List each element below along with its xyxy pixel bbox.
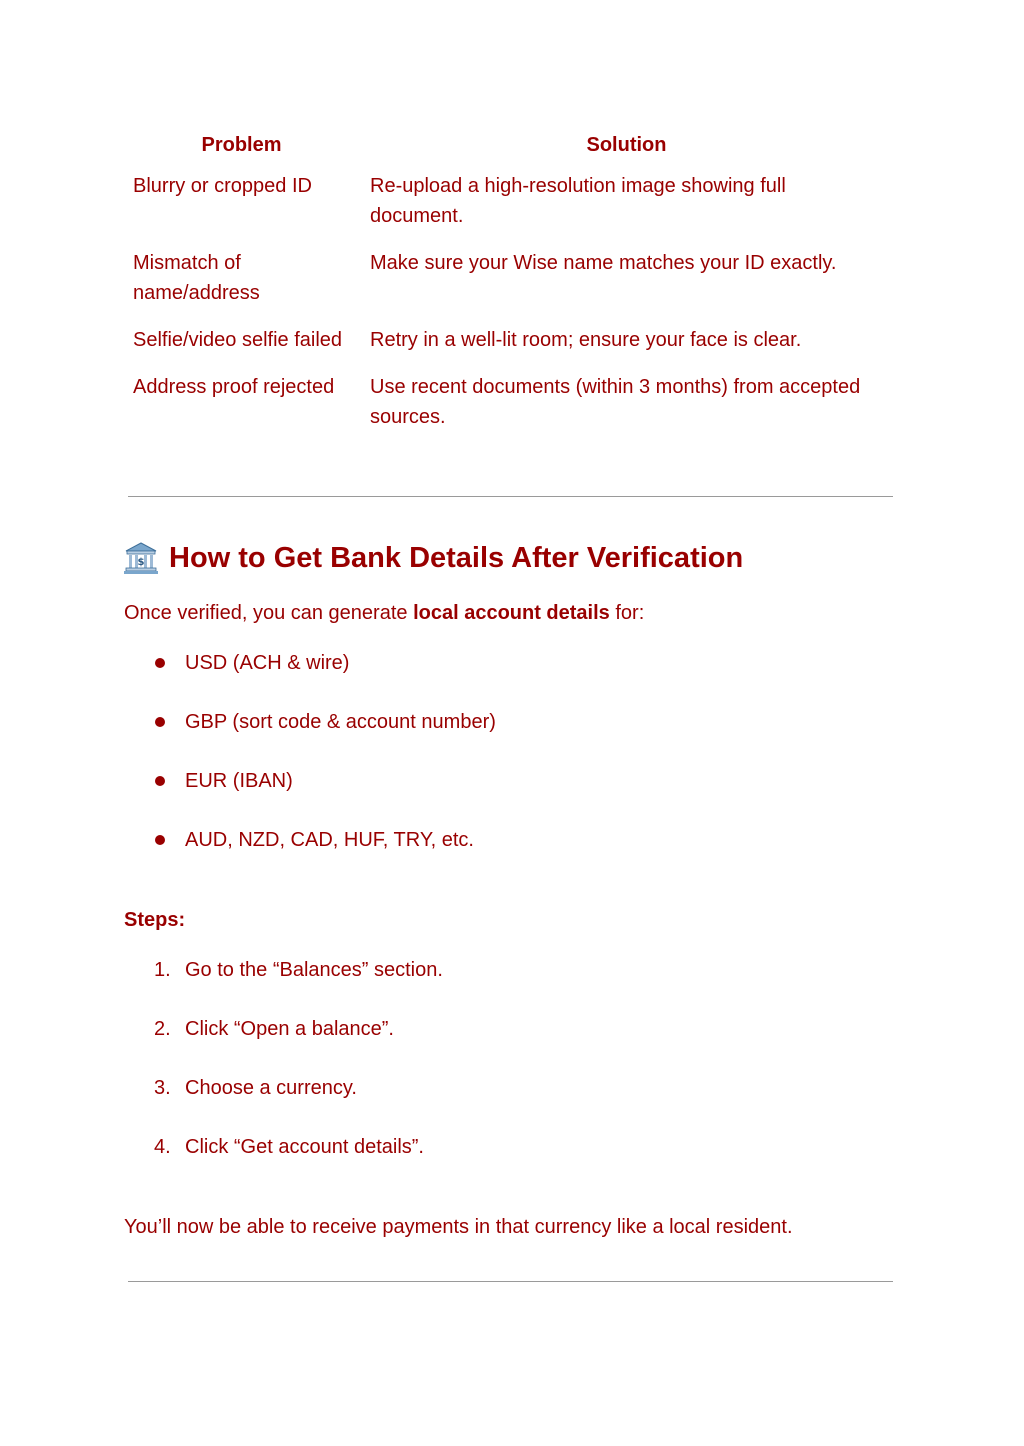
horizontal-divider [128,496,893,497]
list-item [124,955,443,1014]
step-text: Go to the “Balances” section. [185,959,443,981]
solution-cell: Re-upload a high-resolution image showing full document. [370,175,786,227]
currency-label: GBP (sort code & account number) [185,711,496,733]
step-number: 4. [154,1136,171,1158]
intro-bold-text: local account details [413,602,610,624]
solution-cell: Use recent documents (within 3 months) from accepted sources. [370,376,861,428]
table-row [123,167,893,244]
problem-column-header: Problem [201,134,282,156]
horizontal-divider [128,1281,893,1282]
solution-column-header: Solution [586,134,667,156]
table-row [123,368,893,445]
table-row [123,321,893,368]
step-text: Click “Open a balance”. [185,1018,394,1040]
table-row [123,244,893,321]
currency-list [124,648,496,884]
bank-icon [124,542,158,574]
intro-text-end: for: [609,602,645,624]
solution-cell: Retry in a well-lit room; ensure your face is clear. [370,329,802,351]
list-item [124,1014,443,1073]
intro-paragraph [124,598,644,628]
section-heading [124,538,743,578]
section-title: How to Get Bank Details After Verification [169,542,744,574]
svg-text:$: $ [137,557,145,568]
outro-paragraph: You’ll now be able to receive payments in that currency like a local resident. [124,1216,793,1238]
table-header-row [123,128,893,167]
step-number: 1. [154,959,171,981]
list-item [124,1073,443,1132]
bullet-icon [155,835,165,845]
currency-label: EUR (IBAN) [185,770,293,792]
bullet-icon [155,776,165,786]
currency-label: USD (ACH & wire) [185,652,350,674]
step-number: 3. [154,1077,171,1099]
bullet-icon [155,658,165,668]
problem-cell: Selfie/video selfie failed [133,329,343,351]
step-number: 2. [154,1018,171,1040]
list-item [124,825,496,884]
problem-cell: Blurry or cropped ID [133,175,312,197]
list-item [124,648,496,707]
solution-cell: Make sure your Wise name matches your ID exactly. [370,252,837,274]
problem-solution-table [123,128,893,445]
step-text: Click “Get account details”. [185,1136,424,1158]
list-item [124,707,496,766]
currency-label: AUD, NZD, CAD, HUF, TRY, etc. [185,829,474,851]
list-item [124,1132,443,1191]
intro-text: Once verified, you can generate [124,602,414,624]
bullet-icon [155,717,165,727]
problem-cell: Mismatch of name/address [133,252,260,304]
problem-cell: Address proof rejected [133,376,335,398]
step-text: Choose a currency. [185,1077,357,1099]
steps-label: Steps: [124,909,186,931]
steps-list [124,955,443,1191]
list-item [124,766,496,825]
